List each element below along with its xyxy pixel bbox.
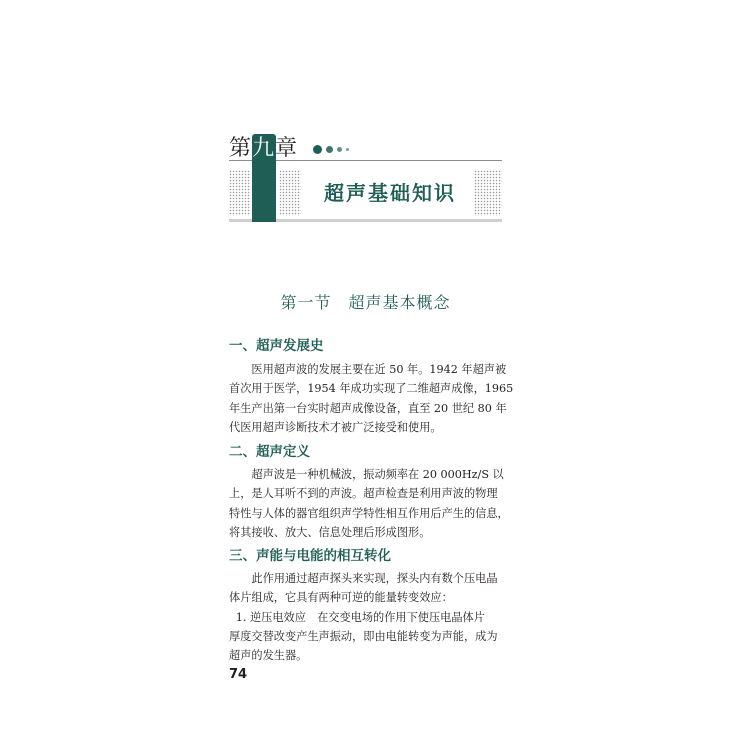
paragraph-history <box>229 360 514 437</box>
chapter-label-left: 第 <box>229 136 253 161</box>
chapter-header-texture-right <box>474 170 502 216</box>
text-line: 厚度交替改变产生声振动，即由电能转变为声能，成为 <box>229 629 498 643</box>
chapter-header-texture-left <box>229 170 251 216</box>
text-line: 超声的发生器。 <box>229 649 308 663</box>
text-line: 将其接收、放大、信息处理后形成图形。 <box>229 525 431 539</box>
dot-medium <box>326 146 333 153</box>
text-line: 上，是人耳听不到的声波。超声检查是利用声波的物理 <box>229 487 498 501</box>
text-line: 此作用通过超声探头来实现，探头内有数个压电晶 <box>251 572 498 585</box>
subsection-heading-conversion: 三、声能与电能的相互转化 <box>229 548 391 564</box>
text-line: 首次用于医学，1954 年成功实现了二维超声成像，1965 <box>229 382 514 396</box>
subsection-heading-definition: 二、超声定义 <box>229 444 310 460</box>
text-line: 医用超声波的发展主要在近 50 年。1942 年超声被 <box>251 363 507 376</box>
text-line: 年生产出第一台实时超声成像设备，直至 20 世纪 80 年 <box>229 401 507 415</box>
paragraph-conversion <box>229 569 504 665</box>
chapter-title: 超声基础知识 <box>324 181 456 205</box>
chapter-label <box>229 135 298 163</box>
page-number: 74 <box>229 667 248 682</box>
dot-large <box>313 145 322 154</box>
subsection-heading-history: 一、超声发展史 <box>229 338 324 354</box>
text-line: 代医用超声诊断技术才被广泛接受和使用。 <box>229 420 442 434</box>
text-line: 体片组成，它具有两种可逆的能量转变效应： <box>229 591 453 605</box>
text-line: 1. 逆压电效应 在交变电场的作用下使压电晶体片 <box>235 610 485 624</box>
dot-small <box>337 147 342 152</box>
text-line: 特性与人体的器官组织声学特性相互作用后产生的信息， <box>229 506 509 520</box>
section-title: 第一节 超声基本概念 <box>280 293 451 312</box>
paragraph-definition <box>229 465 509 542</box>
dot-tiny <box>346 148 349 151</box>
chapter-number: 九 <box>252 136 276 161</box>
text-line: 超声波是一种机械波，振动频率在 20 000Hz/S 以 <box>251 468 504 481</box>
chapter-label-right: 章 <box>275 136 299 161</box>
chapter-header-texture-mid <box>279 170 301 216</box>
